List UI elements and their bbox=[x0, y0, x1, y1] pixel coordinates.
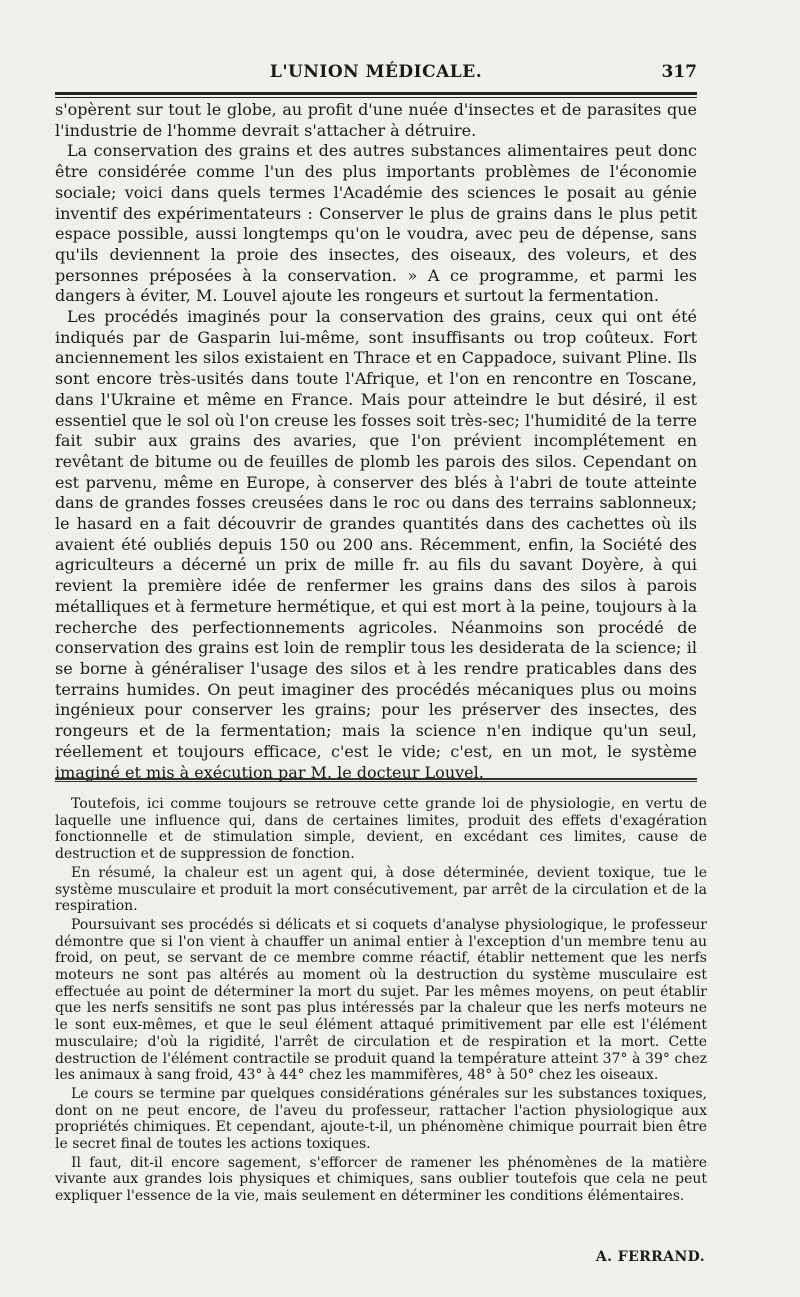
main-article-body bbox=[55, 100, 697, 783]
paragraph: s'opèrent sur tout le globe, au profit d'une nuée d'insectes et de parasites que l'industrie de l'homme devrait s'attacher à détruire. bbox=[55, 100, 697, 140]
author-signature: A. FERRAND. bbox=[595, 1249, 705, 1265]
feuilleton-body bbox=[55, 796, 707, 1205]
journal-title: L'UNION MÉDICALE. bbox=[269, 62, 483, 82]
header-rule bbox=[55, 92, 697, 98]
page-header bbox=[55, 62, 697, 92]
paragraph: Toutefois, ici comme toujours se retrouve cette grande loi de physiologie, en vertu de laquelle une influence qui, dans de certaines limites, produit des effets d'exagération fonctionnelle et de stimulation simple, devient, en excédant ces limites, cause de destruction et de suppression de fonction. bbox=[55, 796, 707, 863]
paragraph: En résumé, la chaleur est un agent qui, à dose déterminée, devient toxique, tue le système musculaire et produit la mort consécutivement, par arrêt de la circulation et de la respiration. bbox=[55, 864, 707, 915]
paragraph: La conservation des grains et des autres substances alimentaires peut donc être considérée comme l'un des plus importants problèmes de l'économie sociale; voici dans quels termes l'Académie des sciences le posait au génie inventif des expérimentateurs : Conserver le plus de grains dans le plus petit espace possible, aussi longtemps qu'on le voudra, avec peu de dépense, sans qu'ils deviennent la proie des insectes, des oiseaux, des voleurs, et des personnes préposées à la conservation. » A ce programme, et parmi les dangers à éviter, M. Louvel ajoute les rongeurs et surtout la fermentation. bbox=[55, 141, 697, 306]
paragraph: Poursuivant ses procédés si délicats et si coquets d'analyse physiologique, le professeur démontre que si l'on vient à chauffer un animal entier à l'exception d'un membre tenu au froid, on peut, se servant de ce membre comme réactif, établir nettement que les nerfs moteurs ne sont pas altérés au moment où la destruction du système musculaire est effectuée au point de déterminer la mort du sujet. Par les mêmes moyens, on peut établir que les nerfs sensitifs ne sont pas plus intéressés par la chaleur que les nerfs moteurs ne le sont eux-mêmes, et que le seul élément attaqué primitivement par elle est l'élément musculaire; d'où la rigidité, l'arrêt de circulation et de respiration et la mort. Cette destruction de l'élément contractile se produit quand la température atteint 37° à 39° chez les animaux à sang froid, 43° à 44° chez les mammifères, 48° à 50° chez les oiseaux. bbox=[55, 916, 707, 1084]
section-separator-rule bbox=[55, 778, 697, 782]
paragraph: Le cours se termine par quelques considérations générales sur les substances toxiques, dont on ne peut encore, de l'aveu du professeur, rattacher l'action physiologique aux propriétés chimiques. Et cependant, ajoute-t-il, un phénomène chimique pourrait bien être le secret final de toutes les actions toxiques. bbox=[55, 1085, 707, 1153]
page-number: 317 bbox=[661, 62, 697, 82]
paragraph: Les procédés imaginés pour la conservation des grains, ceux qui ont été indiqués par de Gasparin lui-même, sont insuffisants ou trop coûteux. Fort anciennement les silos existaient en Thrace et en Cappadoce, suivant Pline. Ils sont encore très-usités dans toute l'Afrique, et l'on en rencontre en Toscane, dans l'Ukraine et même en France. Mais pour atteindre le but désiré, il est essentiel que le sol où l'on creuse les fosses soit très-sec; l'humidité de la terre fait subir aux grains des avaries, que l'on prévient incomplétement en revêtant de bitume ou de feuilles de plomb les parois des silos. Cependant on est parvenu, même en Europe, à conserver des blés à l'abri de toute atteinte dans de grandes fosses creusées dans le roc ou dans des terrains sablonneux; le hasard en a fait découvrir de grandes quantités dans des cachettes où ils avaient été oubliés depuis 150 ou 200 ans. Récemment, enfin, la Société des agriculteurs a décerné un prix de mille fr. au fils du savant Doyère, à qui revient la première idée de renfermer les grains dans des silos à parois métalliques et à fermeture hermétique, et qui est mort à la peine, toujours à la recherche des perfectionnements agricoles. Néanmoins son procédé de conservation des grains est loin de remplir tous les desiderata de la science; il se borne à généraliser l'usage des silos et à les rendre praticables dans des terrains humides. On peut imaginer des procédés mécaniques plus ou moins ingénieux pour conserver les grains; pour les préserver des insectes, des rongeurs et de la fermentation; mais la science n'en indique qu'un seul, réellement et toujours efficace, c'est le vide; c'est, en un mot, le système imaginé et mis à exécution par M. le docteur Louvel. bbox=[55, 307, 697, 782]
paragraph: Il faut, dit-il encore sagement, s'efforcer de ramener les phénomènes de la matière vivante aux grandes lois physiques et chimiques, sans oublier toutefois que cela ne peut expliquer l'essence de la vie, mais seulement en déterminer les conditions élémentaires. bbox=[55, 1154, 707, 1205]
